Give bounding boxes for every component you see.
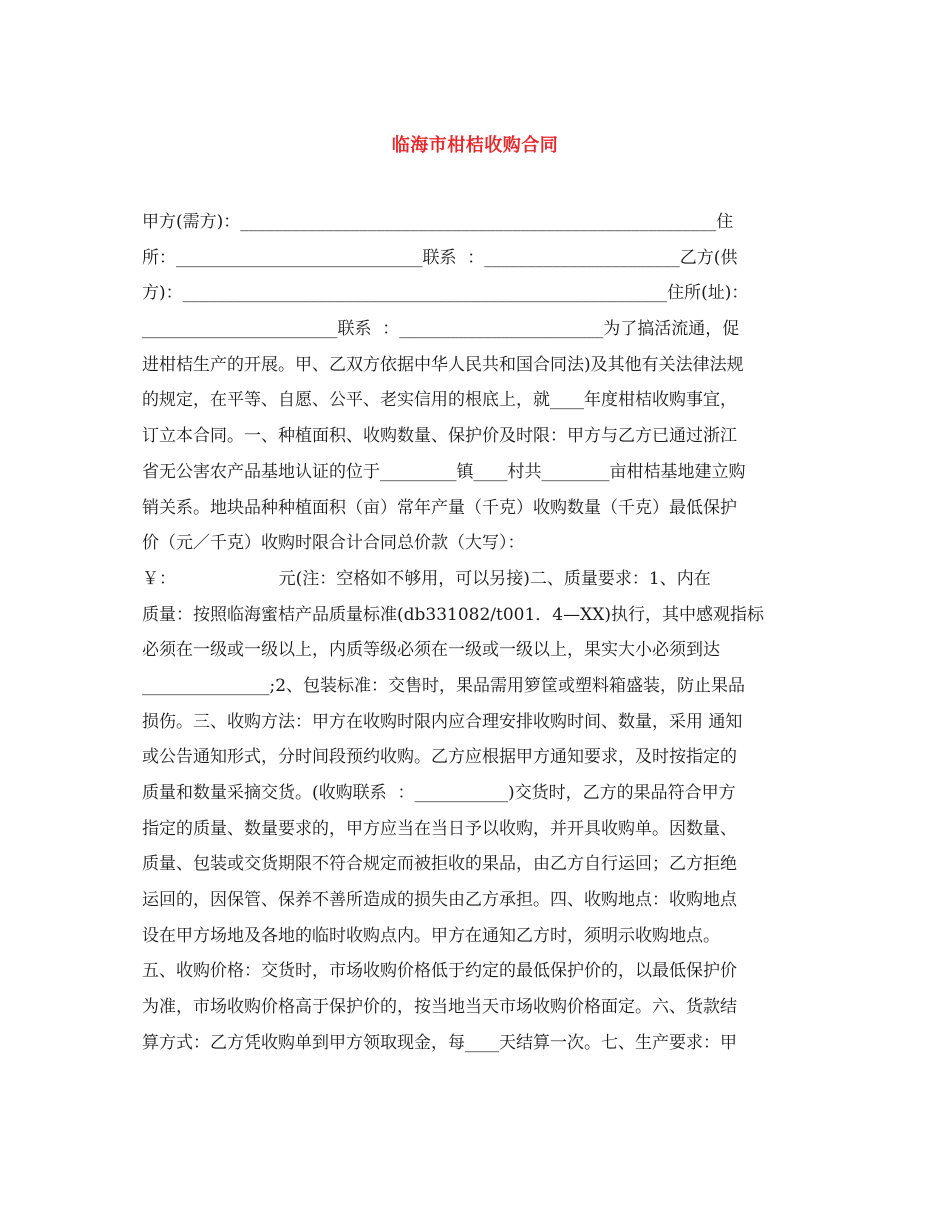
body-line: 省无公害农产品基地认证的位于_________镇____村共________亩柑桔基地建立购 (142, 461, 746, 482)
body-line: 必须在一级或一级以上，内质等级必须在一级或一级以上，果实大小必须到达 (142, 640, 720, 661)
body-line: 或公告通知形式，分时间段预约收购。乙方应根据甲方通知要求，及时按指定的 (142, 747, 737, 768)
body-line: 损伤。三、收购方法：甲方在收购时限内应合理安排收购时间、数量，采用 通知 (142, 711, 743, 732)
body-line: 运回的，因保管、保养不善所造成的损失由乙方承担。四、收购地点：收购地点 (142, 890, 737, 911)
body-line: 进柑桔生产的开展。甲、乙双方依据中华人民共和国合同法)及其他有关法律法规 (142, 354, 744, 375)
body-line: 所：_____________________________联系 ：_______________________乙方(供 (142, 247, 738, 268)
body-line: _______________;2、包装标准：交售时，果品需用箩筐或塑料箱盛装，防止果品 (142, 675, 746, 696)
body-line: 订立本合同。一、种植面积、收购数量、保护价及时限：甲方与乙方已通过浙江 (142, 426, 737, 447)
document-title: 临海市柑桔收购合同 (391, 135, 559, 156)
body-line: 为准，市场收购价格高于保护价的，按当地当天市场收购价格面定。六、货款结 (142, 997, 737, 1018)
body-line: 设在甲方场地及各地的临时收购点内。甲方在通知乙方时，须明示收购地点。 (142, 925, 720, 946)
body-line: 价（元／千克）收购时限合计合同总价款（大写）： (142, 533, 525, 554)
body-line: 方)：_________________________________________________________住所(址)： (142, 283, 749, 304)
body-line: 质量、包装或交货期限不符合规定而被拒收的果品，由乙方自行运回；乙方拒绝 (142, 854, 737, 875)
body-line: 甲方(需方)：________________________________________________________住 (142, 212, 734, 232)
body-line: 质量：按照临海蜜桔产品质量标准(db331082/t001．4—XX)执行，其中感观指标 (142, 604, 764, 625)
body-line: 的规定，在平等、自愿、公平、老实信用的根底上，就____年度柑桔收购事宜， (142, 390, 737, 411)
body-line: 指定的质量、数量要求的，甲方应当在当日予以收购，并开具收购单。因数量、 (142, 818, 737, 839)
body-line: 销关系。地块品种种植面积（亩）常年产量（千克）收购数量（千克）最低保护 (142, 497, 737, 518)
body-line: 算方式：乙方凭收购单到甲方领取现金，每____天结算一次。七、生产要求：甲 (142, 1032, 737, 1053)
body-line: _______________________联系 ：________________________为了搞活流通，促 (142, 319, 740, 340)
body-line: ￥： 元(注：空格如不够用，可以另接)二、质量要求：1、内在 (142, 568, 711, 589)
body-line: 五、收购价格：交货时，市场收购价格低于约定的最低保护价的，以最低保护价 (142, 961, 737, 982)
contract-body (142, 205, 812, 1062)
body-line: 质量和数量采摘交货。(收购联系 ：___________)交货时，乙方的果品符合甲方 (142, 783, 736, 803)
